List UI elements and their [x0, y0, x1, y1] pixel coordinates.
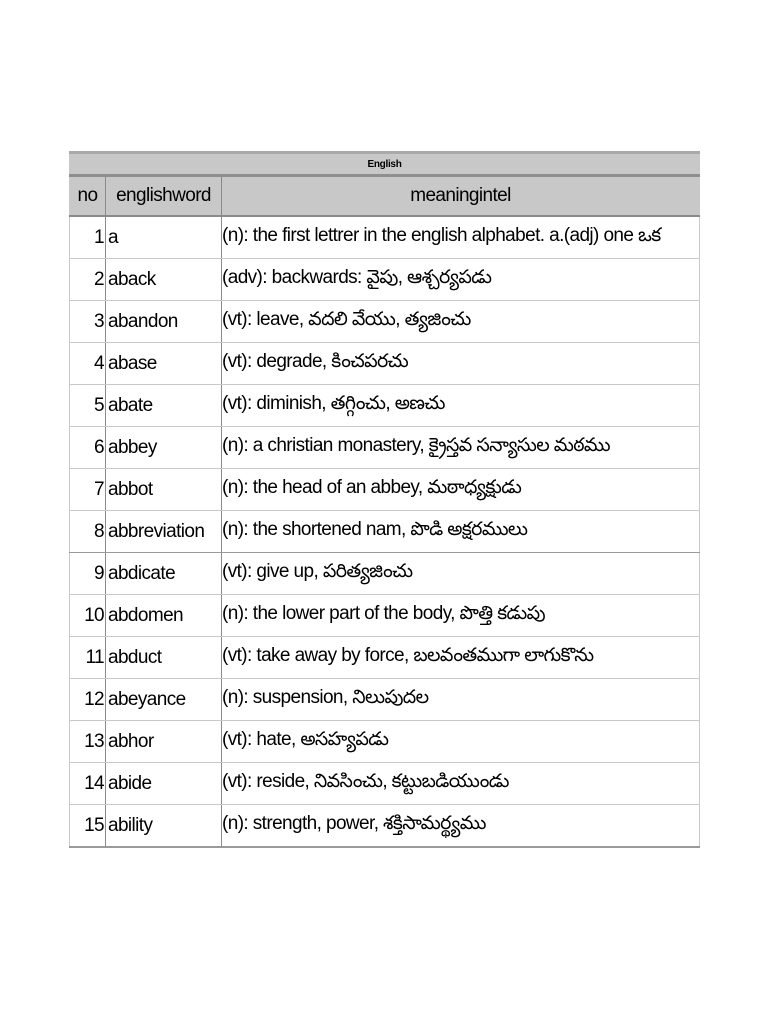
english-word: abase	[106, 343, 222, 385]
meaning-telugu: (vt): reside, నివసించు, కట్టుబడియుండు	[222, 763, 700, 805]
row-number: 12	[70, 679, 106, 721]
table-row	[70, 637, 700, 679]
row-number: 6	[70, 427, 106, 469]
english-word: abdicate	[106, 553, 222, 595]
table-title: English	[70, 153, 700, 176]
table-row	[70, 343, 700, 385]
column-header-row	[70, 176, 700, 217]
table-row	[70, 595, 700, 637]
column-header-englishword: englishword	[106, 176, 222, 217]
meaning-telugu: (n): a christian monastery, క్రైస్తవ సన్యాసుల మఠము	[222, 427, 700, 469]
table-row	[70, 427, 700, 469]
meaning-telugu: (vt): take away by force, బలవంతముగా లాగుకొను	[222, 637, 700, 679]
english-word: abate	[106, 385, 222, 427]
english-word: aback	[106, 259, 222, 301]
meaning-telugu: (vt): hate, అసహ్యపడు	[222, 721, 700, 763]
table-row	[70, 259, 700, 301]
table-row	[70, 216, 700, 259]
table-row	[70, 721, 700, 763]
row-number: 11	[70, 637, 106, 679]
row-number: 7	[70, 469, 106, 511]
row-number: 13	[70, 721, 106, 763]
row-number: 1	[70, 216, 106, 259]
table-row	[70, 385, 700, 427]
meaning-telugu: (n): strength, power, శక్తిసామర్థ్యము	[222, 805, 700, 848]
meaning-telugu: (adv): backwards: వైపు, ఆశ్చర్యపడు	[222, 259, 700, 301]
english-word: abduct	[106, 637, 222, 679]
table-row	[70, 469, 700, 511]
table-row	[70, 763, 700, 805]
table-row	[70, 805, 700, 848]
row-number: 15	[70, 805, 106, 848]
column-header-no: no	[70, 176, 106, 217]
row-number: 14	[70, 763, 106, 805]
english-word: abeyance	[106, 679, 222, 721]
meaning-telugu: (n): the head of an abbey, మఠాధ్యక్షుడు	[222, 469, 700, 511]
english-word: abbot	[106, 469, 222, 511]
table-row	[70, 679, 700, 721]
english-word: abbey	[106, 427, 222, 469]
row-number: 2	[70, 259, 106, 301]
table-row	[70, 301, 700, 343]
dictionary-table	[69, 151, 700, 848]
row-number: 5	[70, 385, 106, 427]
row-number: 9	[70, 553, 106, 595]
row-number: 10	[70, 595, 106, 637]
meaning-telugu: (vt): leave, వదలి వేయు, త్యజించు	[222, 301, 700, 343]
english-word: a	[106, 216, 222, 259]
meaning-telugu: (n): suspension, నిలుపుదల	[222, 679, 700, 721]
meaning-telugu: (n): the first lettrer in the english alphabet. a.(adj) one ఒక	[222, 216, 700, 259]
table-title-row	[70, 153, 700, 176]
row-number: 8	[70, 511, 106, 553]
english-word: abhor	[106, 721, 222, 763]
meaning-telugu: (vt): give up, పరిత్యజించు	[222, 553, 700, 595]
meaning-telugu: (vt): diminish, తగ్గించు, అణచు	[222, 385, 700, 427]
row-number: 3	[70, 301, 106, 343]
dictionary-sheet	[69, 151, 699, 848]
english-word: abbreviation	[106, 511, 222, 553]
meaning-telugu: (n): the shortened nam, పొడి అక్షరములు	[222, 511, 700, 553]
english-word: ability	[106, 805, 222, 848]
column-header-meaningintel: meaningintel	[222, 176, 700, 217]
meaning-telugu: (n): the lower part of the body, పొత్తి కడుపు	[222, 595, 700, 637]
english-word: abdomen	[106, 595, 222, 637]
row-number: 4	[70, 343, 106, 385]
table-row	[70, 511, 700, 553]
english-word: abide	[106, 763, 222, 805]
table-row	[70, 553, 700, 595]
meaning-telugu: (vt): degrade, కించపరచు	[222, 343, 700, 385]
english-word: abandon	[106, 301, 222, 343]
